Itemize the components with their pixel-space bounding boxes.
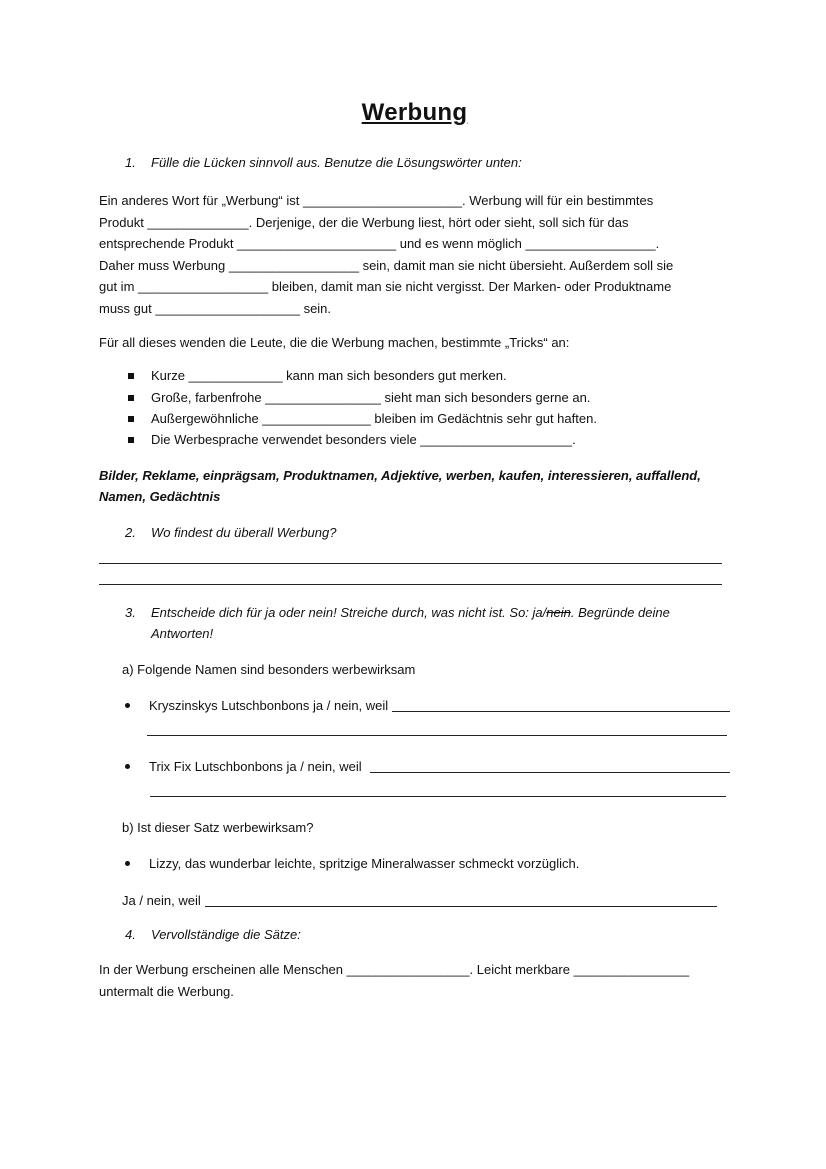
part-a-list (99, 695, 730, 716)
answer-line[interactable] (370, 756, 730, 773)
item-text: Lizzy, das wunderbar leichte, spritzige Mineralwasser schmeckt vorzüglich. (149, 855, 580, 871)
task-number: 1. (125, 155, 136, 170)
list-item (99, 853, 730, 874)
struck-example: nein (546, 604, 571, 620)
list-item: Große, farbenfrohe ________________ sieht man sich besonders gerne an. (99, 387, 730, 408)
completion-line: In der Werbung erscheinen alle Menschen _________________. Leicht merkbare ________________ (99, 961, 690, 977)
answer-line[interactable] (205, 890, 717, 907)
part-b-list (99, 853, 730, 874)
cloze-line: muss gut ____________________ sein. (99, 300, 332, 316)
task-instruction: Fülle die Lücken sinnvoll aus. Benutze die Lösungswörter unten: (151, 155, 522, 170)
item-text: Kryszinskys Lutschbonbons ja / nein, weil (149, 697, 389, 713)
cloze-line: Daher muss Werbung __________________ sein, damit man sie nicht übersieht. Außerdem soll sie (99, 257, 674, 273)
instruction-text: Entscheide dich für ja oder nein! Streiche durch, was nicht ist. So: ja/ (151, 604, 547, 620)
cloze-paragraph (99, 190, 730, 320)
task-instruction: Wo findest du überall Werbung? (151, 524, 337, 540)
list-item: Die Werbesprache verwendet besonders viele _____________________. (99, 429, 730, 450)
task-1-heading (99, 152, 730, 173)
cloze-line: entsprechende Produkt ______________________ und es wenn möglich __________________. (99, 236, 660, 252)
answer-line[interactable] (392, 695, 730, 712)
cloze-line: Produkt ______________. Derjenige, der die Werbung liest, hört oder sieht, soll sich für das (99, 214, 629, 230)
tricks-intro: Für all dieses wenden die Leute, die die Werbung machen, bestimmte „Tricks“ an: (99, 334, 570, 350)
answer-label: Ja / nein, weil (122, 892, 201, 908)
list-item (99, 756, 730, 777)
page-title: Werbung (361, 99, 468, 126)
task-instruction (151, 602, 730, 644)
list-item: Kurze _____________ kann man sich besonders gut merken. (99, 365, 730, 386)
instruction-text: . Begründe deine (570, 604, 670, 620)
cloze-line: gut im __________________ bleiben, damit man sie nicht vergisst. Der Marken- oder Produktname (99, 279, 672, 295)
task-4-heading (99, 924, 730, 945)
instruction-text: Antworten! (151, 625, 214, 641)
completion-line: untermalt die Werbung. (99, 983, 234, 999)
part-a-label: a) Folgende Namen sind besonders werbewirksam (122, 661, 416, 677)
part-b-label: b) Ist dieser Satz werbewirksam? (122, 819, 314, 835)
task-number: 2. (125, 524, 136, 540)
answer-row (99, 890, 730, 911)
list-item (99, 695, 730, 716)
part-a-list-2 (99, 756, 730, 777)
list-item: Außergewöhnliche _______________ bleiben im Gedächtnis sehr gut haften. (99, 408, 730, 429)
task-number: 4. (125, 926, 136, 942)
solution-words: Bilder, Reklame, einprägsam, Produktnamen, Adjektive, werben, kaufen, interessieren, auffallend, Namen, Gedächtnis (99, 467, 701, 505)
cloze-line: Ein anderes Wort für „Werbung“ ist ______________________. Werbung will für ein bestimmtes (99, 193, 654, 208)
item-text: Trix Fix Lutschbonbons ja / nein, weil (149, 758, 362, 774)
task-3-heading (99, 602, 730, 644)
task-2-heading (99, 522, 730, 543)
tricks-list (99, 365, 730, 451)
task-number: 3. (125, 604, 136, 620)
task-instruction: Vervollständige die Sätze: (151, 926, 301, 942)
